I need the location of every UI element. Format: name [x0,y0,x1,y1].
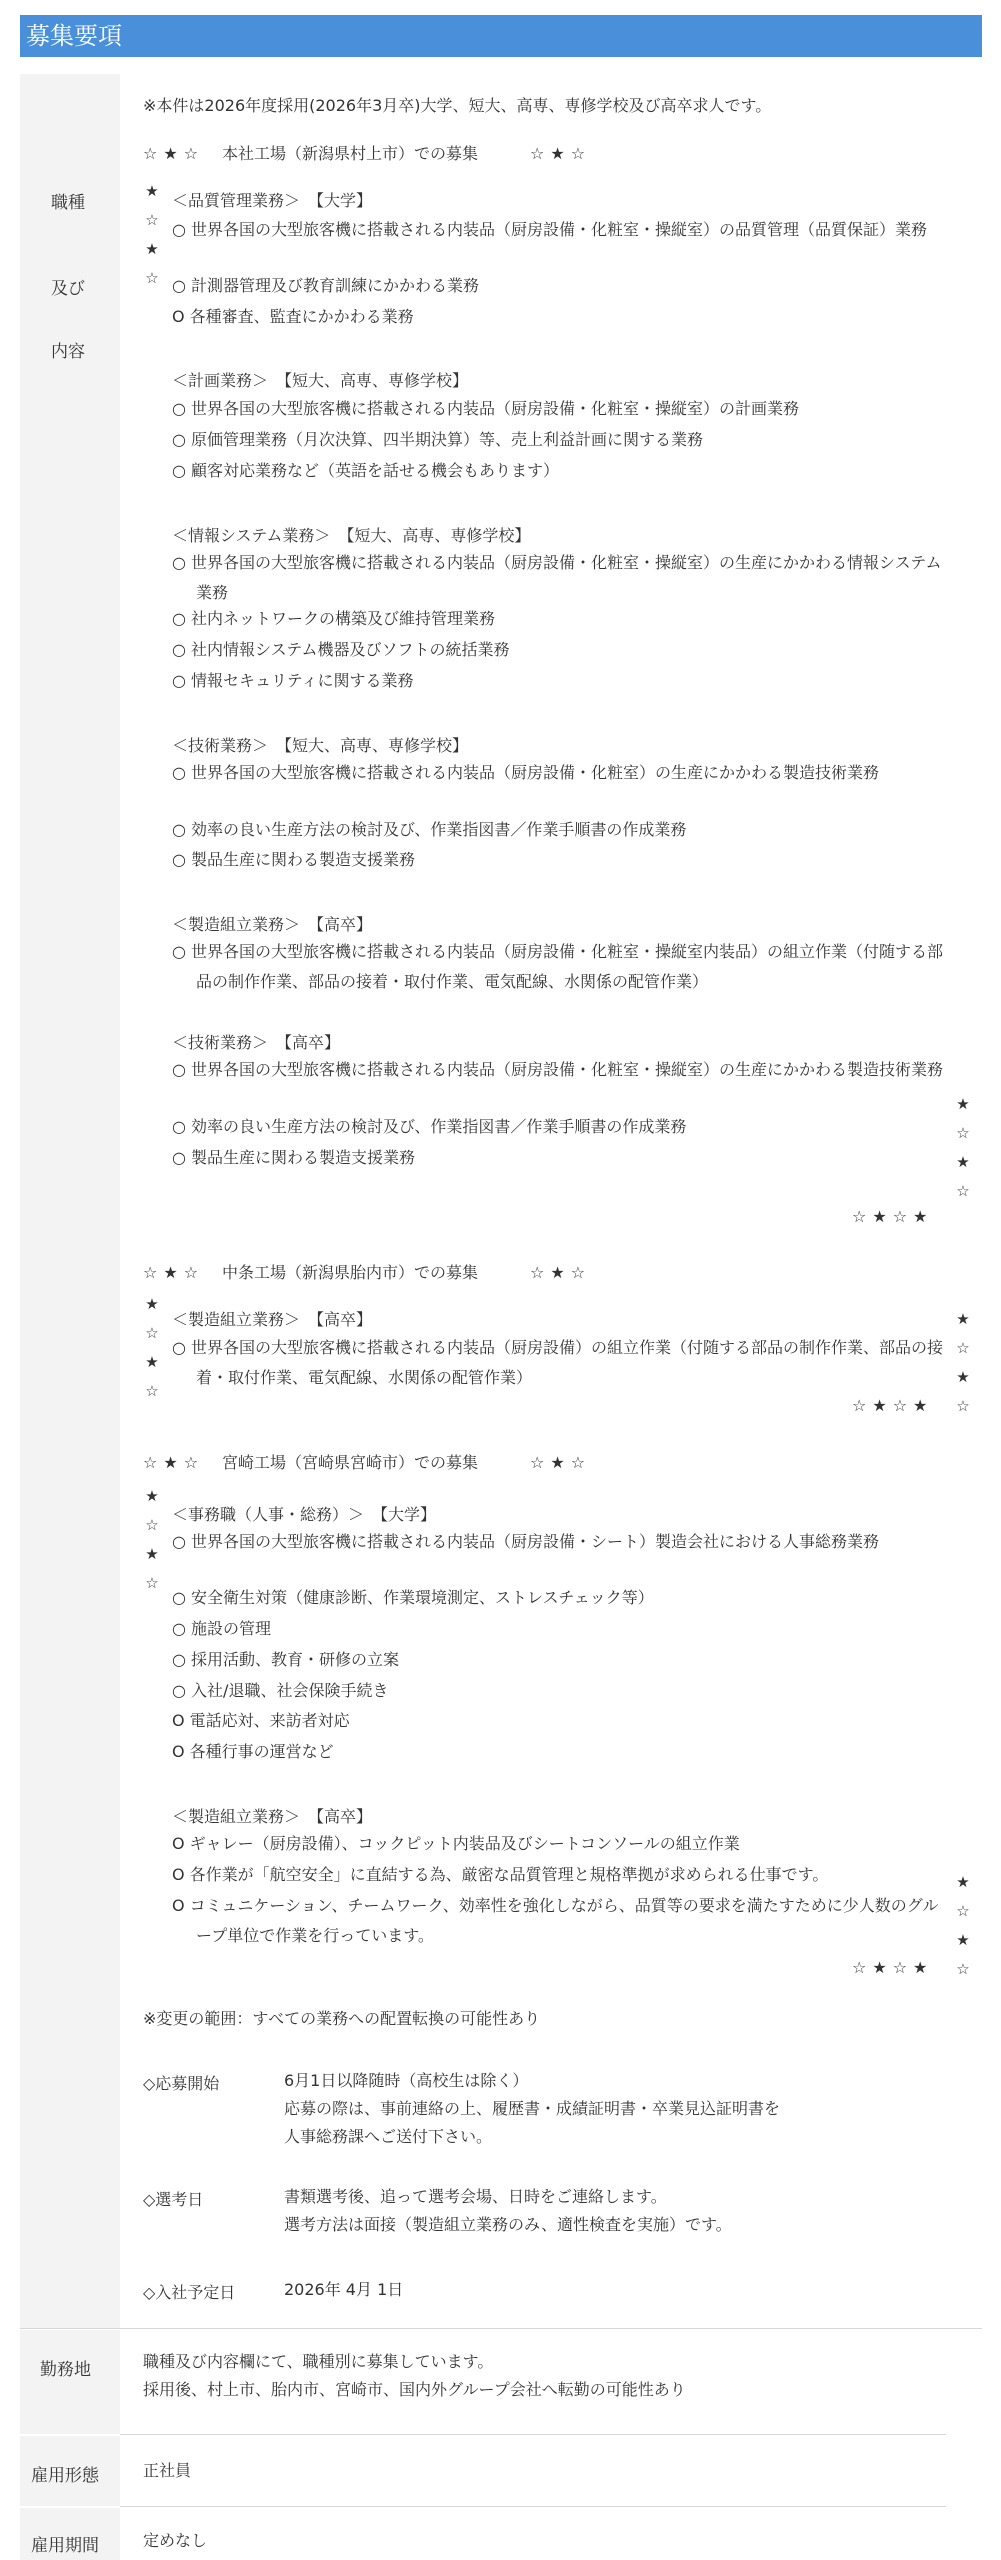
list-item: ○ 世界各国の大型旅客機に搭載される内装品（厨房設備）の組立作業（付随する部品の制作作業、部品の接着・取付作業、電気配線、水関係の配管作業） [172,1338,944,1387]
group-heading: ＜技術業務＞ 【高卒】 [172,1033,341,1052]
location-value [143,2348,686,2404]
list-item: ○ 効率の良い生産方法の検討及び、作業指図書／作業手順書の作成業務 [172,1117,687,1136]
star-decoration-vertical: ★ ☆ ★ ☆ [956,1873,970,1978]
group-heading: ＜事務職（人事・総務）＞ 【大学】 [172,1505,437,1524]
star-decoration: ☆★☆ [143,1263,205,1282]
list-item: ○ 情報セキュリティに関する業務 [172,671,414,690]
list-item: ○ 世界各国の大型旅客機に搭載される内装品（厨房設備・化粧室・操縦室内装品）の組立作業（付随する部品の制作作業、部品の接着・取付作業、電気配線、水関係の配管作業） [172,942,944,991]
miyazaki-title: 宮崎工場（宮崎県宮崎市）での募集 [222,1453,479,1472]
group-heading: ＜情報システム業務＞ 【短大、高専、専修学校】 [172,526,531,545]
star-decoration: ☆★☆ [530,1263,592,1282]
label-col-location [20,2330,120,2434]
row-divider [20,2328,982,2329]
label-col-job [20,74,120,2328]
list-item: ○ 製品生産に関わる製造支援業務 [172,850,416,869]
list-item: ○ 製品生産に関わる製造支援業務 [172,1148,416,1167]
list-item: ○ 安全衛生対策（健康診断、作業環境測定、ストレスチェック等） [172,1588,654,1607]
list-item: O 各種審査、監査にかかわる業務 [172,307,414,326]
selection-label: ◇選考日 [143,2190,204,2209]
group-heading: ＜製造組立業務＞ 【高卒】 [172,1807,373,1826]
row-divider [120,2506,946,2507]
change-scope-note: ※変更の範囲：すべての業務への配置転換の可能性あり [143,2009,541,2028]
star-decoration: ☆★☆ [143,1453,205,1472]
list-item: ○ 入社/退職、社会保険手続き [172,1681,389,1700]
list-item: O 電話応対、来訪者対応 [172,1711,350,1730]
intro-note: ※本件は2026年度採用(2026年3月卒)大学、短大、高専、専修学校及び高卒求人です。 [143,96,772,115]
label-employment-period: 雇用期間 [31,2536,99,2556]
list-item: ○ 採用活動、教育・研修の立案 [172,1650,400,1669]
group-heading: ＜計画業務＞ 【短大、高専、専修学校】 [172,371,469,390]
selection-line: 書類選考後、追って選考会場、日時をご連絡します。 [284,2187,667,2206]
group-heading: ＜技術業務＞ 【短大、高専、専修学校】 [172,736,469,755]
application-value [284,2067,780,2151]
list-item: ○ 世界各国の大型旅客機に搭載される内装品（厨房設備・化粧室・操縦室）の品質管理（品質保証）業務 [172,220,928,239]
star-decoration: ☆★☆ [530,144,592,163]
label-location: 勤務地 [40,2360,91,2380]
list-item: O ギャレー（厨房設備）、コックピット内装品及びシートコンソールの組立作業 [172,1834,740,1853]
list-item: ○ 世界各国の大型旅客機に搭載される内装品（厨房設備・化粧室・操縦室）の生産にかかわる情報システム業務 [172,553,942,602]
selection-value [284,2183,732,2239]
section-title: 募集要項 [20,15,982,57]
star-decoration-vertical: ★ ☆ ★ ☆ [145,182,159,287]
honsha-title: 本社工場（新潟県村上市）での募集 [222,144,479,163]
list-item: ○ 社内ネットワークの構築及び維持管理業務 [172,609,496,628]
list-item: ○ 計測器管理及び教育訓練にかかわる業務 [172,276,480,295]
employment-period-value: 定めなし [143,2531,208,2550]
application-line: 応募の際は、事前連絡の上、履歴書・成績証明書・卒業見込証明書を [284,2099,781,2118]
join-date-value: 2026年 4月 1日 [284,2280,404,2299]
label-job-3: 内容 [51,342,85,362]
join-date-label: ◇入社予定日 [143,2283,236,2302]
star-decoration: ☆★☆★ [852,1207,934,1226]
application-label: ◇応募開始 [143,2074,220,2093]
list-item: O 各種行事の運営など [172,1742,334,1761]
group-heading: ＜品質管理業務＞ 【大学】 [172,191,373,210]
label-employment-type: 雇用形態 [31,2466,99,2486]
star-decoration: ☆★☆★ [852,1396,934,1415]
group-heading: ＜製造組立業務＞ 【高卒】 [172,915,373,934]
star-decoration-vertical: ★ ☆ ★ ☆ [145,1487,159,1592]
row-divider [120,2434,946,2435]
list-item: ○ 世界各国の大型旅客機に搭載される内装品（厨房設備・化粧室・操縦室）の生産にかかわる製造技術業務 [172,1060,944,1079]
star-decoration: ☆★☆★ [852,1958,934,1977]
location-line: 職種及び内容欄にて、職種別に募集しています。 [143,2352,494,2371]
list-item: ○ 世界各国の大型旅客機に搭載される内装品（厨房設備・シート）製造会社における人事総務業務 [172,1532,880,1551]
application-line: 人事総務課へご送付下さい。 [284,2127,493,2146]
list-item: ○ 世界各国の大型旅客機に搭載される内装品（厨房設備・化粧室）の生産にかかわる製造技術業務 [172,763,880,782]
selection-line: 選考方法は面接（製造組立業務のみ、適性検査を実施）です。 [284,2215,732,2234]
list-item: O 各作業が「航空安全」に直結する為、厳密な品質管理と規格準拠が求められる仕事です。 [172,1865,829,1884]
employment-type-value: 正社員 [143,2461,192,2480]
group-heading: ＜製造組立業務＞ 【高卒】 [172,1310,373,1329]
list-item: ○ 効率の良い生産方法の検討及び、作業指図書／作業手順書の作成業務 [172,820,687,839]
application-line: 6月1日以降随時（高校生は除く） [284,2071,529,2090]
list-item: ○ 顧客対応業務など（英語を話せる機会もあります） [172,461,560,480]
star-decoration-vertical: ★ ☆ ★ ☆ [145,1295,159,1400]
list-item: ○ 社内情報システム機器及びソフトの統括業務 [172,640,510,659]
location-line: 採用後、村上市、胎内市、宮崎市、国内外グループ会社へ転勤の可能性あり [143,2380,686,2399]
list-item: ○ 施設の管理 [172,1619,272,1638]
list-item: ○ 原価管理業務（月次決算、四半期決算）等、売上利益計画に関する業務 [172,430,704,449]
label-job-2: 及び [51,279,85,299]
list-item: O コミュニケーション、チームワーク、効率性を強化しながら、品質等の要求を満たすために少人数のグループ単位で作業を行っています。 [172,1896,939,1945]
star-decoration-vertical: ★ ☆ ★ ☆ [956,1095,970,1200]
list-item: ○ 世界各国の大型旅客機に搭載される内装品（厨房設備・化粧室・操縦室）の計画業務 [172,399,800,418]
star-decoration-vertical: ★ ☆ ★ ☆ [956,1310,970,1415]
nakajo-title: 中条工場（新潟県胎内市）での募集 [222,1263,479,1282]
star-decoration: ☆★☆ [530,1453,592,1472]
label-job-1: 職種 [51,193,85,213]
star-decoration: ☆★☆ [143,144,205,163]
